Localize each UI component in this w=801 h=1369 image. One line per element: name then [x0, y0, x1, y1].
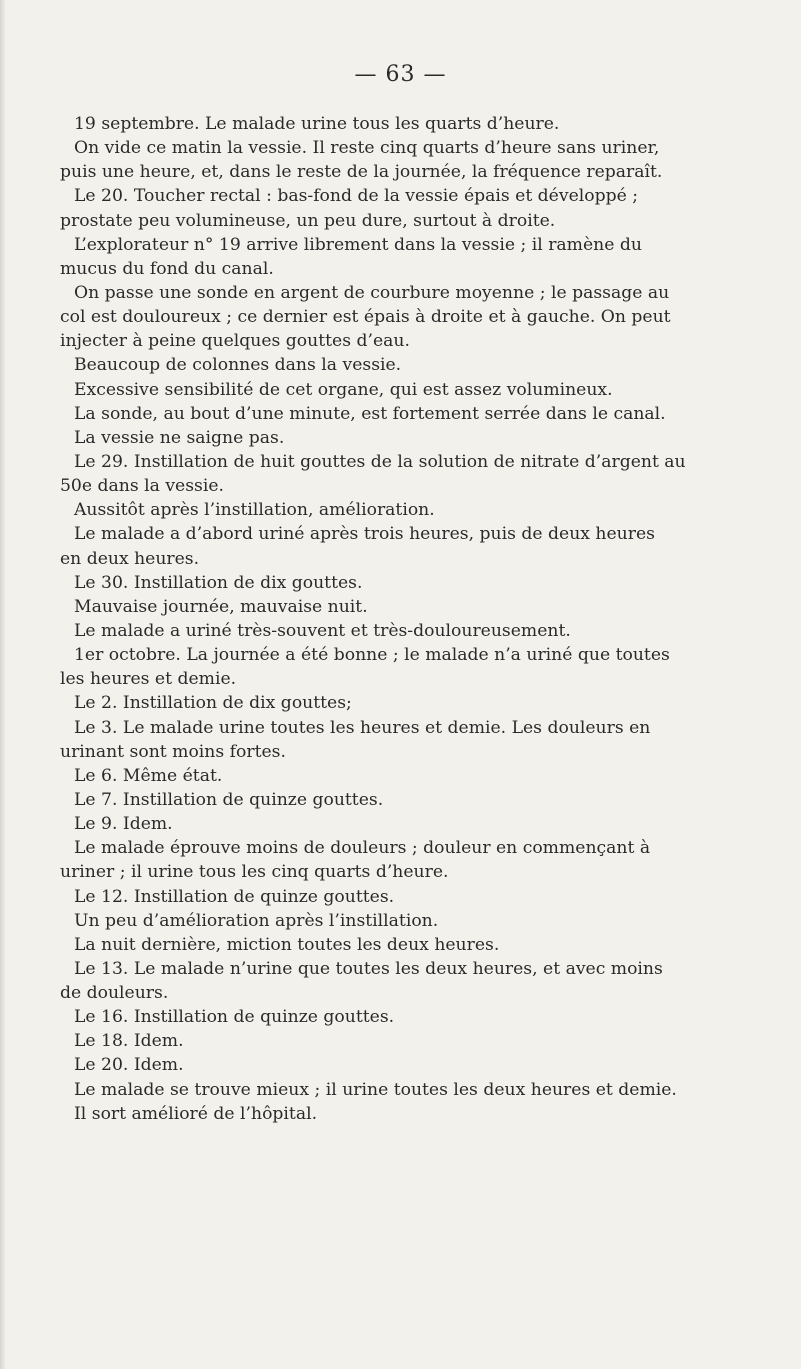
text-line: en deux heures. [60, 548, 200, 569]
text-line: Le 6. Même état. [74, 765, 223, 786]
text-line: de douleurs. [60, 983, 169, 1004]
text-line: 50e dans la vessie. [60, 476, 224, 497]
text-line: Le malade éprouve moins de douleurs ; douleur en commençant à [74, 838, 651, 859]
text-line: uriner ; il urine tous les cinq quarts d’heure. [60, 862, 449, 883]
text-line: L’explorateur n° 19 arrive librement dans la vessie ; il ramène du [74, 234, 642, 255]
text-line: Beaucoup de colonnes dans la vessie. [74, 355, 402, 376]
text-line: Le malade a uriné très-souvent et très-douloureusement. [74, 620, 571, 641]
text-line: Le 7. Instillation de quinze gouttes. [74, 789, 384, 810]
text-line: La nuit dernière, miction toutes les deux heures. [74, 934, 500, 955]
text-line: Il sort amélioré de l’hôpital. [74, 1103, 318, 1124]
text-line: On vide ce matin la vessie. Il reste cinq quarts d’heure sans uriner, [74, 138, 660, 159]
text-line: 19 septembre. Le malade urine tous les quarts d’heure. [74, 114, 560, 134]
text-line: Le 18. Idem. [74, 1031, 184, 1052]
page-number: — 63 — [354, 62, 447, 87]
text-line: Un peu d’amélioration après l’instillation. [74, 910, 439, 931]
text-line: On passe une sonde en argent de courbure moyenne ; le passage au [74, 282, 670, 303]
text-line: Le malade se trouve mieux ; il urine toutes les deux heures et demie. [74, 1079, 677, 1100]
body-text [60, 112, 730, 1126]
text-line: mucus du fond du canal. [60, 258, 274, 279]
text-line: injecter à peine quelques gouttes d’eau. [60, 331, 410, 352]
text-line: La sonde, au bout d’une minute, est fortement serrée dans le canal. [74, 403, 666, 424]
page-binding-shadow [0, 0, 6, 1369]
text-line: urinant sont moins fortes. [60, 741, 286, 762]
text-line: Le 3. Le malade urine toutes les heures et demie. Les douleurs en [74, 717, 651, 738]
text-line: les heures et demie. [60, 669, 237, 690]
text-line: La vessie ne saigne pas. [74, 427, 285, 448]
text-line: Aussitôt après l’instillation, amélioration. [74, 500, 435, 521]
text-line: Le malade a d’abord uriné après trois heures, puis de deux heures [74, 524, 655, 545]
text-line: Le 20. Idem. [74, 1055, 184, 1076]
text-line: 1er octobre. La journée a été bonne ; le malade n’a uriné que toutes [74, 645, 670, 666]
text-line: Le 12. Instillation de quinze gouttes. [74, 886, 395, 907]
text-line: Le 2. Instillation de dix gouttes; [74, 693, 352, 714]
text-line: col est douloureux ; ce dernier est épais à droite et à gauche. On peut [60, 307, 671, 328]
text-line: Le 29. Instillation de huit gouttes de la solution de nitrate d’argent au [74, 451, 686, 472]
text-line: prostate peu volumineuse, un peu dure, surtout à droite. [60, 210, 556, 231]
text-line: Le 9. Idem. [74, 814, 173, 835]
text-line: Mauvaise journée, mauvaise nuit. [74, 596, 368, 617]
text-line: Le 30. Instillation de dix gouttes. [74, 572, 363, 593]
text-line: Excessive sensibilité de cet organe, qui est assez volumineux. [74, 379, 613, 400]
text-line: puis une heure, et, dans le reste de la journée, la fréquence reparaît. [60, 162, 663, 183]
text-line: Le 16. Instillation de quinze gouttes. [74, 1007, 395, 1028]
text-line: Le 20. Toucher rectal : bas-fond de la vessie épais et développé ; [74, 186, 639, 207]
text-line: Le 13. Le malade n’urine que toutes les deux heures, et avec moins [74, 958, 663, 979]
